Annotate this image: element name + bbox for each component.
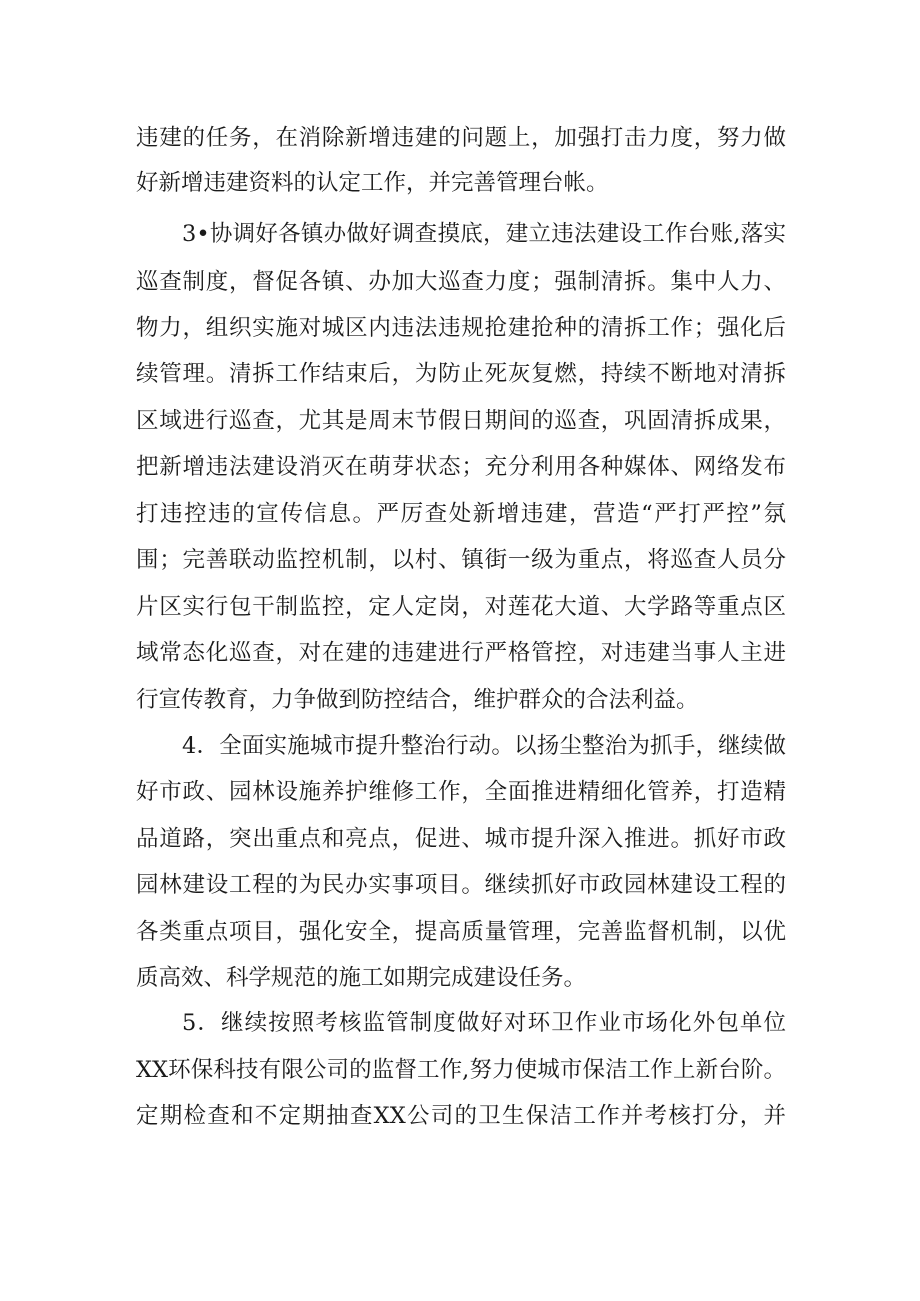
paragraph-line: 好新增违建资料的认定工作，并完善管理台帐。 [136,170,609,196]
paragraph-line: 区域进行巡查，尤其是周末节假日期间的巡查，巩固清拆成果， [136,408,786,434]
paragraph-line: 5．继续按照考核监管制度做好对环卫作业市场化外包单位 [182,1010,786,1036]
paragraph-line: 4．全面实施城市提升整治行动。以扬尘整治为抓手，继续做 [182,733,786,759]
paragraph-line: 物力，组织实施对城区内违法违规抢建抢种的清拆工作；强化后 [136,315,786,341]
paragraph-line: 质高效、科学规范的施工如期完成建设任务。 [136,965,587,991]
paragraph-line: 定期检查和不定期抽查XX公司的卫生保洁工作并考核打分，并 [136,1103,786,1129]
paragraph-line: 片区实行包干制监控，定人定岗，对莲花大道、大学路等重点区 [136,594,786,620]
paragraph-line: 品道路，突出重点和亮点，促进、城市提升深入推进。抓好市政 [136,826,786,852]
paragraph-line: 行宣传教育，力争做到防控结合，维护群众的合法利益。 [136,687,699,713]
paragraph-line: 域常态化巡查，对在建的违建进行严格管控，对违建当事人主进 [136,640,786,666]
paragraph-line: 巡查制度，督促各镇、办加大巡查力度；强制清拆。集中人力、 [136,269,786,295]
paragraph-line: XX环保科技有限公司的监督工作,努力使城市保洁工作上新台阶。 [136,1057,786,1083]
paragraph-line: 园林建设工程的为民办实事项目。继续抓好市政园林建设工程的 [136,872,786,898]
paragraph-line: 把新增违法建设消灭在萌芽状态；充分利用各种媒体、网络发布 [136,454,786,480]
paragraph-line: 打违控违的宣传信息。严厉查处新增违建，营造“严打严控”氛 [136,501,786,527]
paragraph-line: 3•协调好各镇办做好调查摸底，建立违法建设工作台账,落实 [182,221,786,247]
paragraph-line: 续管理。清拆工作结束后，为防止死灰复燃，持续不断地对清拆 [136,361,786,387]
paragraph-line: 各类重点项目，强化安全，提高质量管理，完善监督机制，以优 [136,919,786,945]
paragraph-line: 违建的任务，在消除新增违建的问题上，加强打击力度，努力做 [136,125,786,151]
paragraph-line: 围；完善联动监控机制，以村、镇街一级为重点，将巡查人员分 [136,547,786,573]
paragraph-line: 好市政、园林设施养护维修工作，全面推进精细化管养，打造精 [136,779,786,805]
